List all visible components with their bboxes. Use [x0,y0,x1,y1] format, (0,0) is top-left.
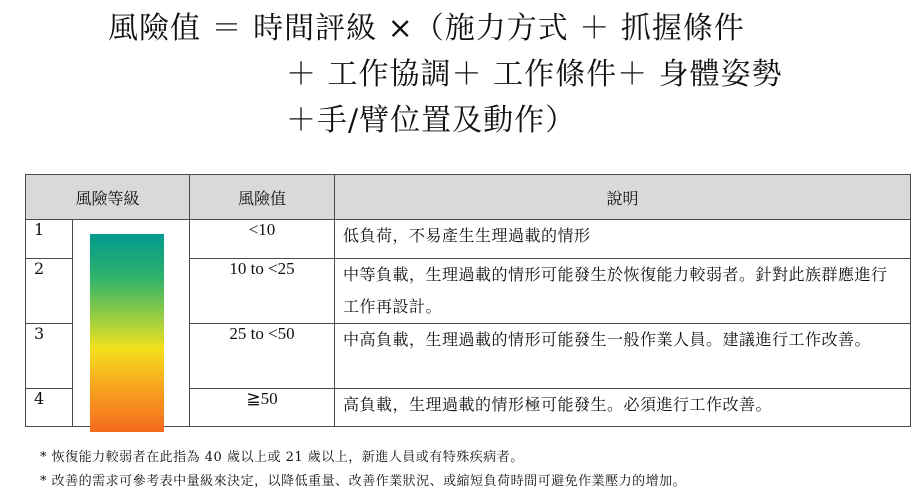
value-cell: <10 [190,220,335,259]
level-cell: 2 [26,259,73,324]
level-cell: 4 [26,389,73,427]
description-cell: 中高負載，生理過載的情形可能發生一般作業人員。建議進行工作改善。 [335,324,911,389]
header-description: 說明 [335,175,911,220]
footnotes [40,446,686,494]
value-cell: ≧50 [190,389,335,427]
formula-line-1: 風險值 ＝ 時間評級 ×（施力方式 ＋ 抓握條件 [108,11,745,46]
footnote-1: * 恢復能力較弱者在此指為 40 歲以上或 21 歲以上，新進人員或有特殊疾病者。 [40,450,524,465]
value-cell: 25 to <50 [190,324,335,389]
formula-line-3: ＋手/臂位置及動作） [286,103,577,138]
description-cell: 中等負載，生理過載的情形可能發生於恢復能力較弱者。針對此族群應進行工作再設計。 [335,259,911,324]
header-risk-value: 風險值 [190,175,335,220]
level-cell: 3 [26,324,73,389]
header-risk-level: 風險等級 [26,175,190,220]
value-cell: 10 to <25 [190,259,335,324]
formula-line-2: ＋ 工作協調＋ 工作條件＋ 身體姿勢 [286,57,783,92]
risk-gradient-bar [90,234,164,432]
risk-formula [108,6,908,144]
footnote-2: * 改善的需求可參考表中量級來決定，以降低重量、改善作業狀況、或縮短負荷時間可避免作業壓力的增加。 [40,474,687,489]
description-cell: 低負荷，不易產生生理過載的情形 [335,220,911,259]
level-cell: 1 [26,220,73,259]
description-cell: 高負載，生理過載的情形極可能發生。必須進行工作改善。 [335,389,911,427]
